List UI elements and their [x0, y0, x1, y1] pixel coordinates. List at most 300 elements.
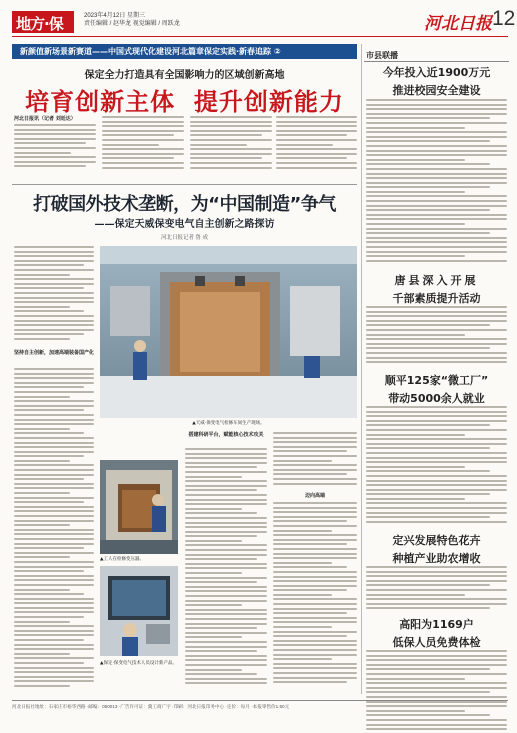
sidebar-story-subtitle: 种植产业助农增收	[392, 552, 481, 565]
sidebar-story-2	[364, 272, 509, 306]
text-line	[273, 450, 347, 452]
text-line	[273, 464, 357, 466]
text-line	[366, 664, 507, 666]
text-line	[185, 462, 267, 464]
text-line	[102, 121, 184, 123]
text-line	[14, 446, 94, 448]
text-line	[185, 512, 257, 514]
text-line	[366, 251, 507, 253]
text-line	[273, 663, 357, 665]
text-line	[190, 121, 272, 123]
text-line	[14, 602, 94, 604]
text-line	[366, 484, 507, 486]
text-line	[14, 593, 84, 595]
text-line	[366, 117, 490, 119]
text-line	[14, 297, 94, 299]
text-line	[366, 438, 507, 440]
sidebar-story-subtitle: 推进校园安全建设	[392, 84, 481, 97]
text-line	[14, 483, 94, 485]
text-line	[366, 603, 507, 605]
text-line	[366, 516, 490, 518]
text-line	[14, 667, 94, 669]
feature-section-head-3: 迈向高端	[304, 493, 325, 499]
text-line	[14, 616, 84, 618]
text-line	[366, 99, 507, 101]
main-body-col4	[276, 116, 357, 171]
text-line	[273, 469, 357, 471]
text-line	[273, 576, 357, 578]
text-line	[14, 515, 94, 517]
text-line	[366, 223, 465, 225]
text-line	[14, 575, 94, 577]
sidebar-story-3-body	[366, 406, 507, 525]
text-line	[366, 311, 507, 313]
text-line	[190, 167, 272, 169]
issue-date: 2023年4月12日	[84, 13, 126, 19]
text-line	[273, 658, 332, 660]
text-line	[366, 724, 507, 726]
text-line	[185, 476, 242, 478]
text-line	[273, 626, 332, 628]
text-line	[366, 682, 507, 684]
text-line	[14, 566, 94, 568]
text-line	[366, 719, 507, 721]
text-line	[276, 144, 333, 146]
text-line	[185, 669, 242, 671]
feature-headline: 打破国外技术垄断，为“中国制造”争气	[33, 194, 336, 215]
text-line	[273, 525, 357, 527]
text-line	[14, 283, 94, 285]
text-line	[273, 543, 347, 545]
text-line	[14, 487, 94, 489]
text-line	[366, 415, 507, 417]
text-line	[366, 598, 507, 600]
text-line	[273, 621, 357, 623]
text-line	[14, 478, 84, 480]
text-line	[14, 129, 96, 131]
text-line	[190, 134, 262, 136]
text-line	[273, 437, 357, 439]
text-line	[14, 301, 94, 303]
text-line	[366, 145, 507, 147]
text-line	[14, 437, 94, 439]
text-line	[273, 635, 347, 637]
text-line	[102, 167, 184, 169]
text-line	[273, 478, 357, 480]
text-line	[273, 548, 357, 550]
text-line	[14, 653, 70, 655]
text-line	[276, 134, 347, 136]
feature-col1-text-a	[14, 246, 94, 342]
sidebar-story-4-body	[366, 566, 507, 612]
text-line	[14, 520, 94, 522]
text-line	[276, 157, 347, 159]
text-line	[185, 604, 242, 606]
text-line	[190, 125, 272, 127]
text-line	[185, 650, 257, 652]
text-line	[14, 400, 94, 402]
text-line	[276, 130, 357, 132]
text-line	[366, 424, 490, 426]
text-line	[14, 630, 94, 632]
text-line	[366, 696, 507, 698]
text-line	[273, 644, 357, 646]
text-line	[366, 113, 507, 115]
text-line	[366, 159, 465, 161]
text-line	[366, 241, 507, 243]
text-line	[14, 368, 94, 370]
text-line	[366, 191, 465, 193]
text-line	[14, 662, 84, 664]
text-line	[366, 521, 507, 523]
text-line	[366, 232, 490, 234]
text-line	[366, 502, 507, 504]
text-line	[102, 162, 184, 164]
text-line	[14, 246, 94, 248]
text-line	[185, 577, 267, 579]
main-body	[14, 116, 357, 172]
text-line	[185, 572, 242, 574]
text-line	[14, 469, 94, 471]
text-line	[273, 460, 332, 462]
text-line	[14, 644, 94, 646]
text-line	[366, 209, 490, 211]
text-line	[273, 483, 357, 485]
text-line	[366, 329, 507, 331]
text-line	[366, 411, 507, 413]
text-line	[366, 429, 507, 431]
text-line	[366, 659, 507, 661]
text-line	[366, 466, 465, 468]
series-banner	[12, 44, 357, 59]
text-line	[14, 625, 94, 627]
text-line	[14, 251, 94, 253]
text-line	[14, 414, 94, 416]
text-line	[276, 121, 357, 123]
text-line	[366, 195, 507, 197]
text-line	[102, 139, 184, 141]
text-line	[14, 442, 94, 444]
text-line	[190, 153, 272, 155]
text-line	[366, 457, 507, 459]
text-line	[366, 714, 490, 716]
text-line	[273, 473, 347, 475]
feature-col3-text-b	[273, 502, 357, 686]
text-line	[185, 499, 267, 501]
text-line	[185, 554, 267, 556]
text-line	[185, 517, 267, 519]
sidebar-story-3	[364, 372, 509, 406]
text-line	[185, 682, 267, 684]
text-line	[366, 420, 507, 422]
text-line	[14, 138, 96, 140]
text-line	[14, 561, 94, 563]
text-line	[185, 646, 267, 648]
main-kicker: 保定全力打造具有全国影响力的区域创新高地	[84, 70, 285, 81]
text-line	[273, 507, 357, 509]
feature-subheadline: ——保定天威保变电气自主创新之路探访	[94, 219, 275, 230]
text-line	[366, 177, 507, 179]
text-line	[273, 432, 357, 434]
text-line	[366, 687, 507, 689]
main-body-col1	[14, 124, 96, 170]
text-line	[366, 650, 507, 652]
text-line	[185, 613, 267, 615]
main-lead-tag: 河北日报讯（记者 刘廷达）	[14, 116, 76, 122]
text-line	[273, 667, 357, 669]
sidebar-story-1	[364, 64, 509, 98]
text-line	[14, 497, 94, 499]
text-line	[185, 480, 267, 482]
text-line	[276, 125, 357, 127]
text-line	[14, 255, 94, 257]
text-line	[366, 122, 507, 124]
feature-rule	[12, 184, 357, 185]
text-line	[273, 677, 357, 679]
text-line	[185, 632, 267, 634]
text-line	[14, 165, 86, 167]
text-line	[273, 603, 357, 605]
text-line	[273, 617, 357, 619]
text-line	[102, 130, 184, 132]
text-line	[14, 451, 94, 453]
feature-col1-text-b	[14, 368, 94, 690]
text-line	[14, 292, 94, 294]
text-line	[185, 526, 267, 528]
text-line	[14, 373, 94, 375]
text-line	[185, 549, 267, 551]
text-line	[190, 144, 247, 146]
text-line	[185, 558, 257, 560]
text-line	[14, 152, 71, 154]
text-line	[185, 623, 267, 625]
text-line	[366, 246, 507, 248]
sidebar-story-5-body	[366, 650, 507, 733]
text-line	[14, 648, 94, 650]
section-label: 地方·保	[16, 15, 63, 33]
text-line	[366, 678, 465, 680]
text-line	[14, 529, 94, 531]
text-line	[14, 419, 94, 421]
text-line	[185, 466, 257, 468]
text-line	[366, 668, 490, 670]
text-line	[366, 324, 490, 326]
text-line	[14, 432, 84, 434]
text-line	[366, 306, 507, 308]
text-line	[366, 320, 507, 322]
text-line	[102, 148, 184, 150]
text-line	[185, 563, 267, 565]
text-line	[366, 218, 507, 220]
text-line	[14, 333, 84, 335]
text-line	[366, 580, 507, 582]
text-line	[276, 148, 357, 150]
text-line	[366, 352, 507, 354]
text-line	[366, 406, 507, 408]
text-line	[366, 315, 507, 317]
text-line	[366, 173, 507, 175]
text-line	[190, 157, 262, 159]
text-line	[273, 612, 347, 614]
text-line	[14, 676, 94, 678]
text-line	[14, 147, 96, 149]
text-line	[185, 678, 267, 680]
text-line	[185, 595, 267, 597]
text-line	[185, 655, 267, 657]
text-line	[366, 452, 507, 454]
text-line	[14, 579, 94, 581]
text-line	[14, 657, 94, 659]
text-line	[366, 338, 507, 340]
text-line	[14, 455, 84, 457]
text-line	[14, 264, 84, 266]
text-line	[14, 589, 70, 591]
text-line	[185, 457, 267, 459]
text-line	[185, 618, 267, 620]
text-line	[14, 570, 84, 572]
text-line	[273, 649, 357, 651]
text-line	[14, 377, 94, 379]
main-headline: 培育创新主体 提升创新能力	[25, 88, 344, 116]
series-banner-text: 新颜值新场景新赛道——中国式现代化建设河北篇章保定实践·新春追踪 ②	[20, 47, 281, 56]
text-line	[102, 144, 159, 146]
text-line	[273, 654, 357, 656]
text-line	[273, 589, 347, 591]
text-line	[185, 586, 267, 588]
text-line	[366, 214, 507, 216]
text-line	[366, 475, 507, 477]
text-line	[14, 274, 70, 276]
text-line	[366, 205, 507, 207]
text-line	[273, 598, 357, 600]
newspaper-logo: 河北日报	[424, 14, 492, 34]
text-line	[276, 167, 357, 169]
text-line	[185, 489, 257, 491]
text-line	[14, 547, 84, 549]
text-line	[366, 260, 507, 262]
text-line	[185, 453, 267, 455]
feature-col2-text	[185, 448, 267, 687]
text-line	[14, 405, 94, 407]
text-line	[185, 659, 267, 661]
text-line	[185, 540, 242, 542]
text-line	[14, 474, 94, 476]
text-line	[366, 584, 490, 586]
text-line	[102, 134, 174, 136]
feature-photo-left	[100, 460, 178, 554]
text-line	[14, 611, 94, 613]
text-line	[276, 139, 357, 141]
text-line	[185, 673, 257, 675]
text-line	[366, 255, 465, 257]
issue-weekday: 星期三	[127, 13, 146, 19]
text-line	[366, 343, 507, 345]
text-line	[14, 533, 94, 535]
footer-info: 河北日报社地址：石家庄市裕华西路 ·邮编：050013 ·广告许可证：冀工商广字 ·印刷：河北日报印务中心 ·定价：每月 ·本报零售价1.50元	[12, 704, 290, 709]
text-line	[185, 581, 257, 583]
text-line	[14, 142, 86, 144]
text-line	[366, 655, 507, 657]
text-line	[14, 428, 70, 430]
text-line	[14, 552, 94, 554]
sidebar-story-subtitle: 低保人员免费体检	[392, 636, 481, 649]
text-line	[366, 347, 490, 349]
text-line	[185, 531, 267, 533]
text-line	[273, 520, 347, 522]
text-line	[14, 161, 96, 163]
text-line	[14, 538, 94, 540]
editor-credit: 责任编辑 / 赵华龙	[84, 21, 132, 27]
text-line	[14, 621, 70, 623]
text-line	[273, 511, 357, 513]
sidebar-story-5	[364, 616, 509, 650]
text-line	[273, 553, 357, 555]
text-line	[14, 306, 70, 308]
sidebar-story-2-body	[366, 306, 507, 366]
text-line	[366, 728, 507, 730]
text-line	[14, 584, 94, 586]
feature-photo-right-caption: ▲保定·保变电气技术人员设计新产品。	[100, 661, 177, 666]
text-line	[185, 544, 267, 546]
text-line	[366, 470, 490, 472]
text-line	[273, 516, 357, 518]
text-line	[14, 639, 84, 641]
text-line	[14, 320, 94, 322]
text-line	[366, 691, 490, 693]
text-line	[273, 534, 357, 536]
text-line	[273, 672, 357, 674]
sidebar-story-1-body	[366, 99, 507, 264]
text-line	[276, 116, 357, 118]
text-line	[366, 443, 507, 445]
text-line	[14, 124, 96, 126]
text-line	[366, 136, 507, 138]
text-line	[14, 310, 84, 312]
text-line	[273, 571, 357, 573]
text-line	[366, 357, 507, 359]
text-line	[14, 396, 70, 398]
sidebar-story-subtitle: 带动5000余人就业	[388, 392, 485, 405]
designer-credit: 视觉编辑 / 周跃龙	[132, 21, 180, 27]
text-line	[366, 237, 507, 239]
text-line	[14, 382, 94, 384]
text-line	[185, 609, 267, 611]
text-line	[366, 434, 465, 436]
text-line	[185, 627, 257, 629]
text-line	[366, 589, 507, 591]
text-line	[185, 641, 267, 643]
text-line	[366, 447, 490, 449]
text-line	[190, 148, 272, 150]
text-line	[366, 480, 507, 482]
text-line	[273, 566, 347, 568]
text-line	[366, 498, 465, 500]
text-line	[276, 153, 357, 155]
text-line	[366, 104, 507, 106]
text-line	[366, 461, 507, 463]
text-line	[185, 494, 267, 496]
text-line	[273, 580, 357, 582]
text-line	[190, 139, 272, 141]
text-line	[14, 685, 70, 687]
main-body-col2	[102, 116, 184, 171]
text-line	[185, 448, 267, 450]
text-line	[14, 315, 94, 317]
text-line	[273, 539, 357, 541]
text-line	[185, 590, 267, 592]
text-line	[366, 489, 507, 491]
feature-photo-main	[100, 246, 357, 418]
